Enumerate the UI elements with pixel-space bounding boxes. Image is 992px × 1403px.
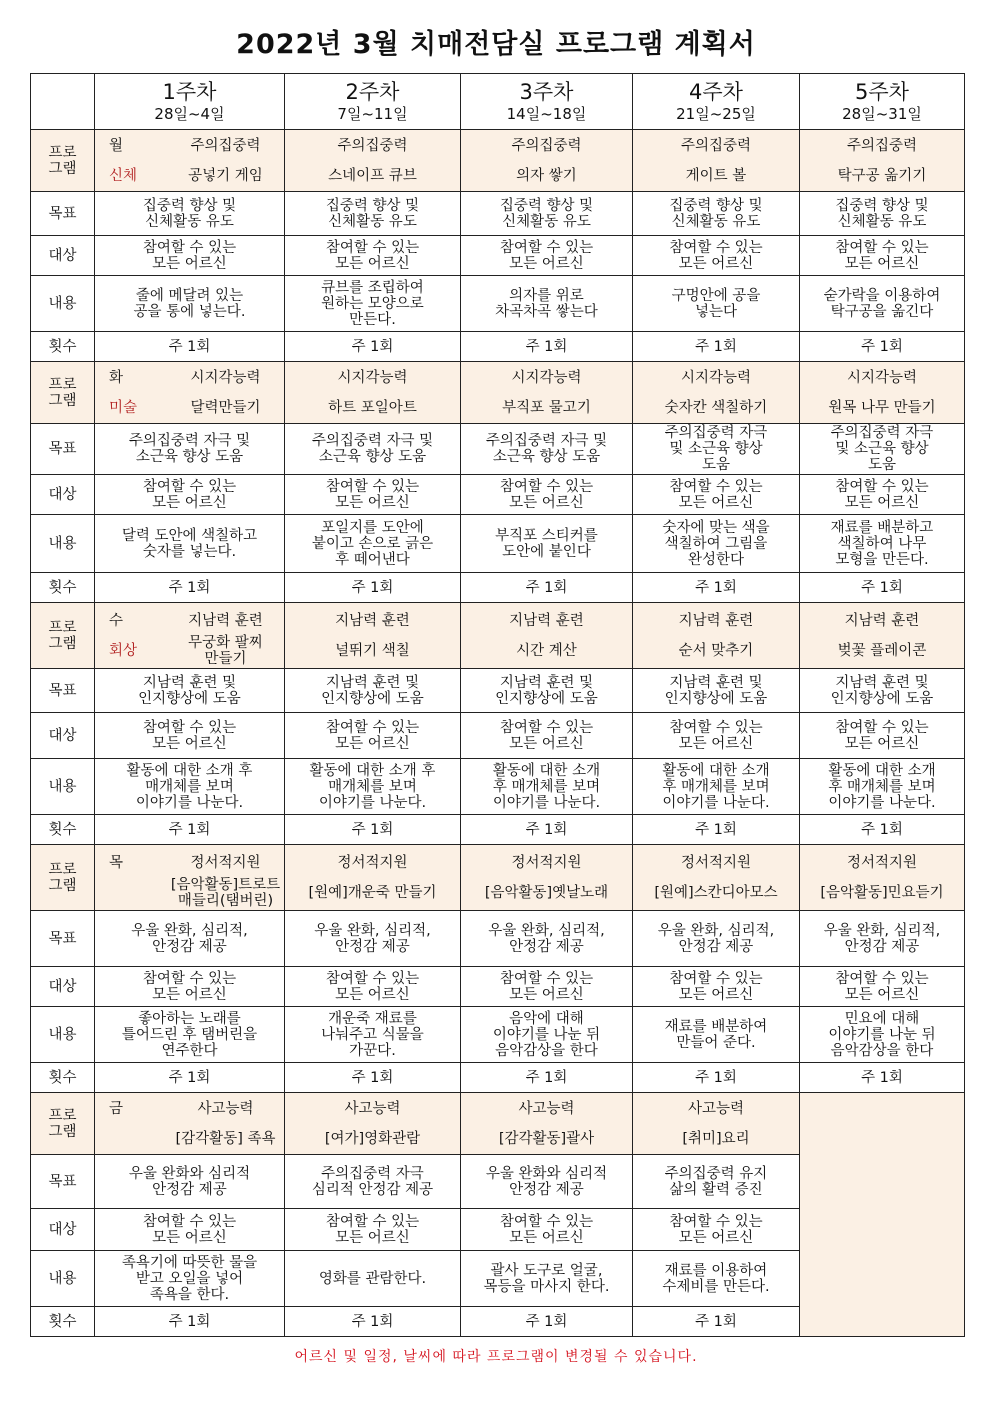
program-cell	[633, 845, 800, 911]
program-name: 널뛰기 색칠	[335, 642, 410, 659]
subject-text: 사고능력	[518, 1100, 575, 1117]
target-cell: 참여할 수 있는 모든 어르신	[800, 713, 965, 759]
row-label-count: 횟수	[31, 1063, 95, 1093]
program-name: 무궁화 팔찌 만들기	[188, 634, 263, 667]
category-label: 회상	[109, 642, 138, 659]
page-title: 2022년 3월 치매전담실 프로그램 계획서	[236, 29, 756, 60]
row-label-count: 횟수	[31, 573, 95, 603]
program-cell-content	[461, 606, 632, 666]
count-cell: 주 1회	[285, 815, 461, 845]
target-cell: 참여할 수 있는 모든 어르신	[95, 236, 285, 276]
week-header-4	[633, 74, 800, 130]
program-line-subject	[95, 606, 284, 636]
program-cell	[285, 1093, 461, 1155]
count-row-2	[31, 573, 965, 603]
goal-cell: 주의집중력 자극 및 소근육 향상 도움	[285, 424, 461, 475]
week-dates: 28일~4일	[154, 104, 225, 123]
program-cell	[285, 603, 461, 669]
program-row-5	[31, 1093, 965, 1155]
target-cell: 참여할 수 있는 모든 어르신	[461, 236, 633, 276]
program-line-name	[95, 1124, 284, 1154]
program-cell-content	[95, 1094, 284, 1154]
program-line-name	[95, 878, 284, 908]
row-label-program: 프로 그램	[31, 845, 95, 911]
goal-cell: 주의집중력 자극 및 소근육 향상 도움	[461, 424, 633, 475]
target-cell: 참여할 수 있는 모든 어르신	[461, 713, 633, 759]
program-name: [감각활동] 족욕	[175, 1130, 276, 1147]
goal-cell: 지남력 훈련 및 인지향상에 도움	[95, 669, 285, 713]
program-cell	[285, 362, 461, 424]
row-label-program: 프로 그램	[31, 130, 95, 192]
content-cell: 달력 도안에 색칠하고 숫자를 넣는다.	[95, 515, 285, 573]
program-cell	[95, 603, 285, 669]
target-row-4	[31, 967, 965, 1007]
program-cell	[285, 130, 461, 192]
count-cell: 주 1회	[285, 1063, 461, 1093]
program-name: 게이트 볼	[685, 167, 747, 184]
row-label-goal: 목표	[31, 424, 95, 475]
week-label: 3주차	[519, 79, 574, 104]
content-cell: 활동에 대한 소개 후 매개체를 보며 이야기를 나눈다.	[461, 759, 633, 815]
goal-cell: 우울 완화, 심리적, 안정감 제공	[285, 911, 461, 967]
program-line-subject	[95, 1094, 284, 1124]
goal-cell: 우울 완화, 심리적, 안정감 제공	[800, 911, 965, 967]
program-row-1	[31, 130, 965, 192]
program-line-name	[95, 636, 284, 666]
goal-cell: 집중력 향상 및 신체활동 유도	[633, 192, 800, 236]
target-cell: 참여할 수 있는 모든 어르신	[633, 1209, 800, 1251]
target-cell: 참여할 수 있는 모든 어르신	[285, 475, 461, 515]
day-label: 월	[109, 137, 124, 154]
row-label-program: 프로 그램	[31, 362, 95, 424]
program-cell-content	[285, 363, 460, 423]
count-cell: 주 1회	[95, 332, 285, 362]
target-cell: 참여할 수 있는 모든 어르신	[95, 713, 285, 759]
program-cell	[461, 845, 633, 911]
target-row-2	[31, 475, 965, 515]
target-cell: 참여할 수 있는 모든 어르신	[95, 967, 285, 1007]
goal-cell: 주의집중력 유지 삶의 활력 증진	[633, 1155, 800, 1209]
program-name: 하트 포일아트	[328, 399, 417, 416]
program-cell-content	[461, 848, 632, 908]
target-cell: 참여할 수 있는 모든 어르신	[633, 967, 800, 1007]
program-row-3	[31, 603, 965, 669]
corner-cell	[31, 74, 95, 130]
program-cell-content	[633, 1094, 799, 1154]
count-row-1	[31, 332, 965, 362]
program-cell-content	[285, 1094, 460, 1154]
content-row-1	[31, 276, 965, 332]
program-cell-content	[800, 606, 964, 666]
week-header-row	[31, 74, 965, 130]
program-cell-content	[633, 131, 799, 191]
week-label: 2주차	[345, 79, 400, 104]
program-cell-content	[633, 848, 799, 908]
content-cell: 괄사 도구로 얼굴, 목등을 마사지 한다.	[461, 1251, 633, 1307]
count-cell: 주 1회	[800, 332, 965, 362]
week-label: 1주차	[162, 79, 217, 104]
program-cell-content	[95, 606, 284, 666]
count-cell: 주 1회	[95, 1307, 285, 1337]
goal-cell: 주의집중력 자극 및 소근육 향상 도움	[95, 424, 285, 475]
subject-text: 주의집중력	[680, 137, 752, 154]
program-name: [여가]영화관람	[324, 1130, 421, 1147]
program-line-subject	[95, 131, 284, 161]
program-line-name	[95, 161, 284, 191]
program-line-name	[95, 393, 284, 423]
target-row-1	[31, 236, 965, 276]
program-cell	[95, 362, 285, 424]
program-name: 탁구공 옮기기	[837, 167, 927, 184]
row-label-goal: 목표	[31, 669, 95, 713]
week-label: 5주차	[855, 79, 909, 104]
subject-text: 지남력 훈련	[335, 612, 410, 629]
goal-cell: 우울 완화와 심리적 안정감 제공	[461, 1155, 633, 1209]
day-label: 금	[109, 1100, 124, 1117]
count-cell: 주 1회	[633, 815, 800, 845]
week-header-2	[285, 74, 461, 130]
subject-text: 시지각능력	[846, 369, 918, 386]
count-cell: 주 1회	[461, 1307, 633, 1337]
program-cell-content	[461, 363, 632, 423]
subject-text: 정서적지원	[511, 854, 582, 871]
program-cell	[461, 130, 633, 192]
subject-text: 주의집중력	[337, 137, 408, 154]
program-name: [음악활동]트로트 매들리(탬버린)	[170, 876, 281, 909]
count-cell: 주 1회	[461, 332, 633, 362]
program-cell-content	[800, 363, 964, 423]
program-name: 벚꽃 플레이콘	[837, 642, 927, 659]
program-cell	[800, 845, 965, 911]
row-label-content: 내용	[31, 1251, 95, 1307]
subject-text: 시지각능력	[190, 369, 261, 386]
target-cell: 참여할 수 있는 모든 어르신	[800, 236, 965, 276]
program-cell	[461, 603, 633, 669]
day-label: 목	[109, 854, 124, 871]
subject-text: 주의집중력	[190, 137, 261, 154]
week-dates: 21일~25일	[676, 104, 756, 123]
row-label-goal: 목표	[31, 192, 95, 236]
week-dates: 28일~31일	[842, 104, 922, 123]
row-label-count: 횟수	[31, 332, 95, 362]
target-cell: 참여할 수 있는 모든 어르신	[95, 1209, 285, 1251]
row-label-program: 프로 그램	[31, 1093, 95, 1155]
program-cell-content	[633, 363, 799, 423]
day-label: 화	[109, 369, 124, 386]
count-cell: 주 1회	[633, 332, 800, 362]
content-cell: 활동에 대한 소개 후 매개체를 보며 이야기를 나눈다.	[95, 759, 285, 815]
goal-row-1	[31, 192, 965, 236]
target-cell: 참여할 수 있는 모든 어르신	[633, 475, 800, 515]
goal-cell: 주의집중력 자극 및 소근육 향상 도움	[800, 424, 965, 475]
content-cell: 활동에 대한 소개 후 매개체를 보며 이야기를 나눈다.	[633, 759, 800, 815]
program-cell	[633, 1093, 800, 1155]
week-header-5	[800, 74, 965, 130]
target-cell: 참여할 수 있는 모든 어르신	[800, 475, 965, 515]
content-cell: 음악에 대해 이야기를 나눈 뒤 음악감상을 한다	[461, 1007, 633, 1063]
program-cell-content	[800, 131, 964, 191]
content-row-3	[31, 759, 965, 815]
program-cell-content	[461, 131, 632, 191]
program-name: 부직포 물고기	[502, 399, 591, 416]
target-cell: 참여할 수 있는 모든 어르신	[633, 236, 800, 276]
goal-row-3	[31, 669, 965, 713]
content-cell: 개운죽 재료를 나눠주고 식물을 가꾼다.	[285, 1007, 461, 1063]
program-cell-content	[285, 848, 460, 908]
subject-text: 주의집중력	[846, 137, 918, 154]
target-cell: 참여할 수 있는 모든 어르신	[633, 713, 800, 759]
program-name: 스네이프 큐브	[328, 167, 417, 184]
program-cell	[461, 1093, 633, 1155]
program-name: 숫자칸 색칠하기	[664, 399, 768, 416]
content-row-4	[31, 1007, 965, 1063]
subject-text: 시지각능력	[337, 369, 408, 386]
content-cell: 구멍안에 공을 넣는다	[633, 276, 800, 332]
category-label: 신체	[109, 167, 138, 184]
program-cell-content	[800, 848, 964, 908]
empty-cell	[800, 1093, 965, 1337]
program-name: [음악활동]옛날노래	[484, 884, 609, 901]
content-cell: 재료를 배분하고 색칠하여 나무 모형을 만든다.	[800, 515, 965, 573]
count-cell: 주 1회	[461, 1063, 633, 1093]
week-dates: 7일~11일	[337, 104, 408, 123]
count-cell: 주 1회	[461, 815, 633, 845]
program-name: [음악활동]민요듣기	[820, 884, 944, 901]
subject-text: 지남력 훈련	[188, 612, 263, 629]
program-cell	[633, 603, 800, 669]
program-plan-table	[30, 73, 965, 1337]
row-label-goal: 목표	[31, 1155, 95, 1209]
content-cell: 숫자에 맞는 색을 색칠하여 그림을 완성한다	[633, 515, 800, 573]
row-label-content: 내용	[31, 515, 95, 573]
content-cell: 재료를 배분하여 만들어 준다.	[633, 1007, 800, 1063]
subject-text: 정서적지원	[190, 854, 261, 871]
program-line-subject	[95, 848, 284, 878]
subject-text: 시지각능력	[680, 369, 752, 386]
goal-cell: 우울 완화, 심리적, 안정감 제공	[633, 911, 800, 967]
row-label-target: 대상	[31, 1209, 95, 1251]
goal-cell: 우울 완화와 심리적 안정감 제공	[95, 1155, 285, 1209]
count-cell: 주 1회	[800, 815, 965, 845]
subject-text: 사고능력	[687, 1100, 745, 1117]
goal-cell: 집중력 향상 및 신체활동 유도	[285, 192, 461, 236]
program-name: [감각활동]괄사	[498, 1130, 595, 1147]
goal-cell: 지남력 훈련 및 인지향상에 도움	[633, 669, 800, 713]
count-cell: 주 1회	[461, 573, 633, 603]
goal-cell: 우울 완화, 심리적, 안정감 제공	[461, 911, 633, 967]
target-cell: 참여할 수 있는 모든 어르신	[285, 1209, 461, 1251]
target-cell: 참여할 수 있는 모든 어르신	[461, 1209, 633, 1251]
content-cell: 부직포 스티커를 도안에 붙인다	[461, 515, 633, 573]
week-header-1	[95, 74, 285, 130]
content-cell: 활동에 대한 소개 후 매개체를 보며 이야기를 나눈다.	[285, 759, 461, 815]
subject-text: 사고능력	[197, 1100, 254, 1117]
program-cell-content	[461, 1094, 632, 1154]
content-cell: 족욕기에 따뜻한 물을 받고 오일을 넣어 족욕을 한다.	[95, 1251, 285, 1307]
row-label-count: 횟수	[31, 1307, 95, 1337]
program-cell	[633, 362, 800, 424]
row-label-content: 내용	[31, 276, 95, 332]
target-cell: 참여할 수 있는 모든 어르신	[461, 967, 633, 1007]
program-name: [취미]요리	[682, 1130, 750, 1147]
program-name: 의자 쌓기	[516, 167, 577, 184]
row-label-target: 대상	[31, 475, 95, 515]
goal-cell: 주의집중력 자극 및 소근육 향상 도움	[633, 424, 800, 475]
count-cell: 주 1회	[285, 1307, 461, 1337]
goal-cell: 집중력 향상 및 신체활동 유도	[461, 192, 633, 236]
goal-cell: 지남력 훈련 및 인지향상에 도움	[285, 669, 461, 713]
content-cell: 줄에 메달려 있는 공을 통에 넣는다.	[95, 276, 285, 332]
subject-text: 정서적지원	[337, 854, 408, 871]
subject-text: 사고능력	[344, 1100, 401, 1117]
program-line-subject	[95, 363, 284, 393]
subject-text: 정서적지원	[846, 854, 918, 871]
count-row-3	[31, 815, 965, 845]
target-cell: 참여할 수 있는 모든 어르신	[461, 475, 633, 515]
content-cell: 포일지를 도안에 붙이고 손으로 긁은 후 떼어낸다	[285, 515, 461, 573]
program-cell-content	[95, 848, 284, 908]
category-label: 미술	[109, 399, 138, 416]
program-cell	[285, 845, 461, 911]
goal-cell: 우울 완화, 심리적, 안정감 제공	[95, 911, 285, 967]
program-name: [원예]개운죽 만들기	[308, 884, 437, 901]
program-cell	[95, 1093, 285, 1155]
week-label: 4주차	[689, 79, 743, 104]
week-dates: 14일~18일	[506, 104, 587, 123]
program-cell-content	[285, 131, 460, 191]
content-cell: 재료를 이용하여 수제비를 만든다.	[633, 1251, 800, 1307]
program-cell	[95, 130, 285, 192]
program-cell	[633, 130, 800, 192]
program-name: 시간 계산	[516, 642, 577, 659]
content-cell: 좋아하는 노래를 틀어드린 후 탬버린을 연주한다	[95, 1007, 285, 1063]
row-label-target: 대상	[31, 967, 95, 1007]
target-cell: 참여할 수 있는 모든 어르신	[285, 713, 461, 759]
row-label-target: 대상	[31, 236, 95, 276]
program-cell	[800, 362, 965, 424]
program-cell	[800, 603, 965, 669]
count-cell: 주 1회	[633, 573, 800, 603]
program-name: 순서 맞추기	[678, 642, 754, 659]
week-header-3	[461, 74, 633, 130]
content-cell: 큐브를 조립하여 원하는 모양으로 만든다.	[285, 276, 461, 332]
program-name: [원예]스칸디아모스	[654, 884, 778, 901]
content-cell: 의자를 위로 차곡차곡 쌓는다	[461, 276, 633, 332]
row-label-content: 내용	[31, 1007, 95, 1063]
content-cell: 활동에 대한 소개 후 매개체를 보며 이야기를 나눈다.	[800, 759, 965, 815]
row-label-goal: 목표	[31, 911, 95, 967]
program-cell	[800, 130, 965, 192]
row-label-target: 대상	[31, 713, 95, 759]
program-row-2	[31, 362, 965, 424]
target-cell: 참여할 수 있는 모든 어르신	[285, 236, 461, 276]
subject-text: 지남력 훈련	[509, 612, 584, 629]
goal-row-2	[31, 424, 965, 475]
count-cell: 주 1회	[95, 815, 285, 845]
goal-cell: 지남력 훈련 및 인지향상에 도움	[461, 669, 633, 713]
count-cell: 주 1회	[95, 573, 285, 603]
goal-row-4	[31, 911, 965, 967]
program-cell-content	[95, 363, 284, 423]
program-name: 원목 나무 만들기	[828, 399, 936, 416]
count-cell: 주 1회	[285, 332, 461, 362]
count-row-4	[31, 1063, 965, 1093]
count-cell: 주 1회	[633, 1063, 800, 1093]
row-label-program: 프로 그램	[31, 603, 95, 669]
program-cell	[461, 362, 633, 424]
program-name: 공넣기 게임	[188, 167, 263, 184]
subject-text: 지남력 훈련	[678, 612, 754, 629]
target-row-3	[31, 713, 965, 759]
goal-cell: 집중력 향상 및 신체활동 유도	[95, 192, 285, 236]
target-cell: 참여할 수 있는 모든 어르신	[800, 967, 965, 1007]
goal-cell: 집중력 향상 및 신체활동 유도	[800, 192, 965, 236]
subject-text: 지남력 훈련	[844, 612, 920, 629]
subject-text: 정서적지원	[680, 854, 752, 871]
content-cell: 영화를 관람한다.	[285, 1251, 461, 1307]
count-cell: 주 1회	[800, 1063, 965, 1093]
program-name: 달력만들기	[190, 399, 261, 416]
program-cell-content	[285, 606, 460, 666]
target-cell: 참여할 수 있는 모든 어르신	[95, 475, 285, 515]
row-label-count: 횟수	[31, 815, 95, 845]
count-cell: 주 1회	[285, 573, 461, 603]
count-cell: 주 1회	[633, 1307, 800, 1337]
goal-cell: 주의집중력 자극 심리적 안정감 제공	[285, 1155, 461, 1209]
program-cell-content	[633, 606, 799, 666]
program-cell-content	[95, 131, 284, 191]
footer-note: 어르신 및 일정, 날씨에 따라 프로그램이 변경될 수 있습니다.	[294, 1349, 698, 1365]
day-label: 수	[109, 612, 124, 629]
target-cell: 참여할 수 있는 모든 어르신	[285, 967, 461, 1007]
count-cell: 주 1회	[95, 1063, 285, 1093]
count-cell: 주 1회	[800, 573, 965, 603]
content-row-2	[31, 515, 965, 573]
program-cell	[95, 845, 285, 911]
program-row-4	[31, 845, 965, 911]
subject-text: 시지각능력	[511, 369, 582, 386]
content-cell: 민요에 대해 이야기를 나눈 뒤 음악감상을 한다	[800, 1007, 965, 1063]
subject-text: 주의집중력	[511, 137, 582, 154]
goal-cell: 지남력 훈련 및 인지향상에 도움	[800, 669, 965, 713]
content-cell: 숟가락을 이용하여 탁구공을 옮긴다	[800, 276, 965, 332]
row-label-content: 내용	[31, 759, 95, 815]
